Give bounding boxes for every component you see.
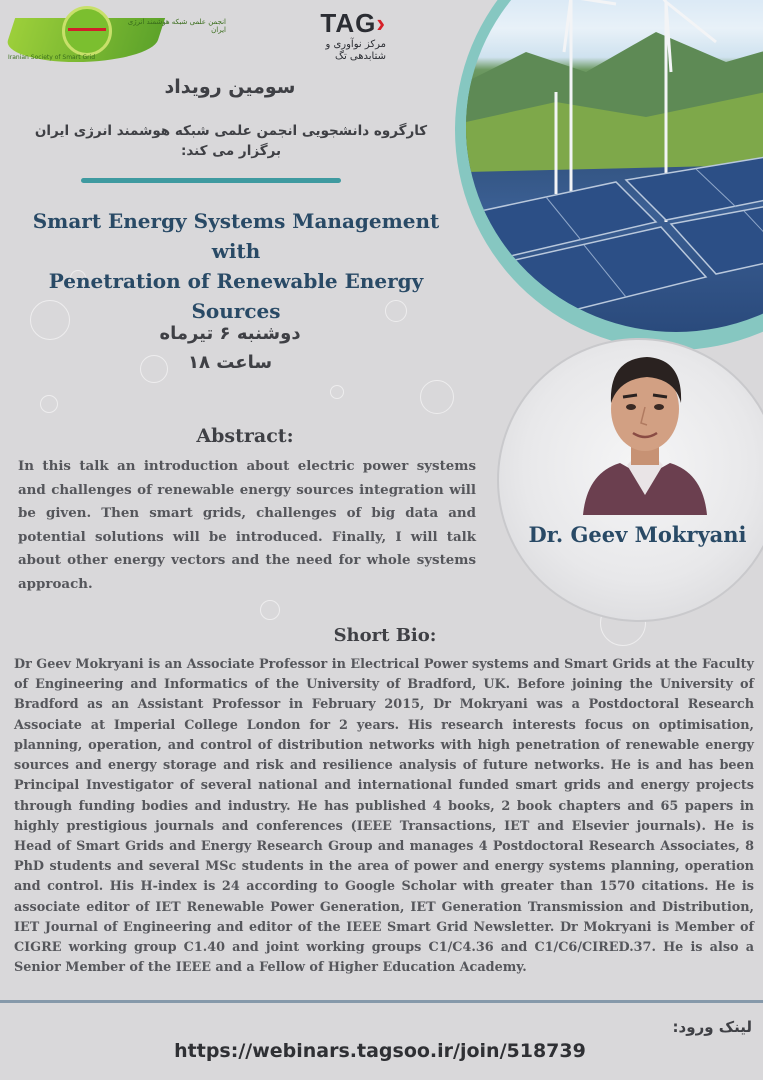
speaker-photo bbox=[575, 345, 715, 515]
renewables-illustration bbox=[466, 0, 763, 332]
header-divider bbox=[81, 178, 341, 183]
isg-logo bbox=[8, 6, 228, 64]
tag-logo bbox=[296, 8, 386, 72]
tag-logo-text-fa: مرکز نوآوری و شتابدهی تگ bbox=[325, 39, 386, 62]
decor-bubble bbox=[40, 395, 58, 413]
talk-title bbox=[6, 206, 466, 326]
organizer-line-2: برگزار می کند: bbox=[180, 142, 282, 159]
isg-logo-pulse bbox=[68, 28, 106, 31]
isg-logo-emblem bbox=[62, 6, 112, 56]
organizer-line-1: کارگروه دانشجویی انجمن علمی شبکه هوشمند انرژی ایران bbox=[34, 123, 428, 139]
isg-logo-text-en: Iranian Society of Smart Grid bbox=[8, 54, 96, 61]
bio-text: Dr Geev Mokryani is an Associate Professor in Electrical Power systems and Smart Grids at the Faculty of Engineering and Informatics of the University of Bradford, UK. Before joining the University of Bradford as an Assistant Professor in February 2015, Dr Mokryani was a Postdoctoral Research Associate at Imperial College London for 2 years. His research interests focus on optimisation, planning, operation, and control of distribution networks with high penetration of renewable energy sources and energy storage and risk and resilience analysis of future networks. He is and has been Principal Investigator of several national and international funded smart grids and energy projects through funding bodies and industry. He has published 4 books, 2 book chapters and 65 papers in highly prestigious journals and conferences (IEEE Transactions, IET and Elsevier journals). He is Head of Smart Grids and Energy Research Group and manages 4 Postdoctoral Research Associates, 8 PhD students and several MSc students in the area of power and energy systems planning, operation and control. His H-index is 24 according to Google Scholar with greater than 1570 citations. He is associate editor of IET Renewable Power Generation, IET Generation Transmission and Distribution, IET Journal of Engineering and editor of the IEEE Smart Grid Newsletter. Dr Mokryani is Member of CIGRE working group C1.40 and joint working groups C1/C4.36 and C1/C6/CIRED.37. He is also a Senior Member of the IEEE and a Fellow of Higher Education Academy. bbox=[14, 657, 754, 976]
webinar-link[interactable]: https://webinars.tagsoo.ir/join/518739 bbox=[174, 1040, 586, 1062]
speaker-name: Dr. Geev Mokryani bbox=[528, 522, 747, 547]
tag-logo-wordmark: TAG› bbox=[320, 8, 386, 38]
hero-image bbox=[466, 0, 763, 332]
talk-title-line-1: Smart Energy Systems Management with bbox=[32, 209, 440, 263]
decor-bubble bbox=[420, 380, 454, 414]
tag-logo-arrow-icon: › bbox=[376, 8, 386, 38]
event-schedule bbox=[80, 320, 380, 378]
talk-title-line-2: Penetration of Renewable Energy Sources bbox=[48, 269, 424, 323]
event-date: دوشنبه ۶ تیرماه bbox=[159, 323, 301, 344]
abstract-heading: Abstract: bbox=[196, 425, 294, 447]
footer-divider bbox=[0, 1000, 763, 1003]
event-time: ساعت ۱۸ bbox=[187, 351, 273, 373]
link-label: لینک ورود: bbox=[672, 1018, 752, 1036]
decor-bubble bbox=[330, 385, 344, 399]
organizer-text bbox=[0, 122, 462, 161]
event-number: سومین رویداد bbox=[164, 76, 296, 98]
bio-heading: Short Bio: bbox=[333, 625, 437, 646]
decor-bubble bbox=[260, 600, 280, 620]
isg-logo-text-fa: انجمن علمی شبکه هوشمند انرژی ایران bbox=[127, 18, 226, 34]
abstract-text: In this talk an introduction about electric power systems and challenges of renewable energy sources integration will be given. Then smart grids, challenges of big data and potential solutions will be introduced. Finally, I will talk about other energy vectors and the need for whole systems approach. bbox=[18, 458, 476, 592]
